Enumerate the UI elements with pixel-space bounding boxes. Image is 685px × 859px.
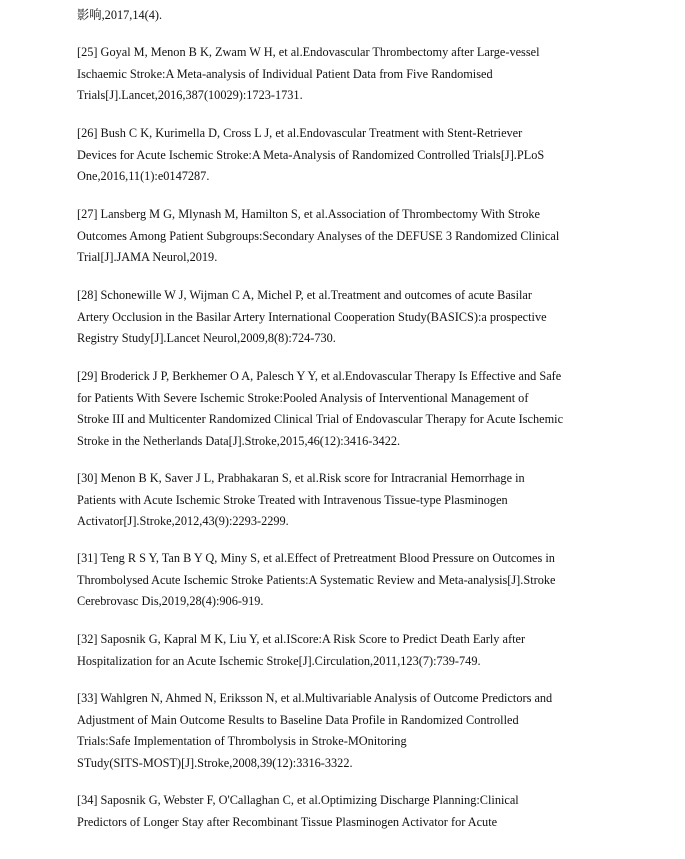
reference-line: for Patients With Severe Ischemic Stroke:Pooled Analysis of Interventional Management of — [77, 390, 529, 405]
reference-line: [27] Lansberg M G, Mlynash M, Hamilton S, et al.Association of Thrombectomy With Stroke — [77, 207, 540, 221]
reference-entry-28 — [77, 285, 547, 350]
reference-line: Patients with Acute Ischemic Stroke Treated with Intravenous Tissue-type Plasminogen — [77, 492, 508, 507]
reference-line: Trials[J].Lancet,2016,387(10029):1723-1731. — [77, 88, 303, 102]
reference-line: Activator[J].Stroke,2012,43(9):2293-2299. — [77, 514, 289, 528]
reference-entry-29 — [77, 366, 563, 452]
reference-line: [26] Bush C K, Kurimella D, Cross L J, et al.Endovascular Treatment with Stent-Retriever — [77, 126, 523, 140]
reference-line: Adjustment of Main Outcome Results to Baseline Data Profile in Randomized Controlled — [77, 712, 519, 727]
reference-line: Thrombolysed Acute Ischemic Stroke Patients:A Systematic Review and Meta-analysis[J].Stroke — [77, 572, 556, 587]
reference-entry-27 — [77, 204, 559, 269]
reference-line: Cerebrovasc Dis,2019,28(4):906-919. — [77, 594, 264, 608]
reference-line: Trial[J].JAMA Neurol,2019. — [77, 250, 218, 264]
reference-line: [31] Teng R S Y, Tan B Y Q, Miny S, et al.Effect of Pretreatment Blood Pressure on Outcomes in — [77, 551, 555, 565]
reference-entry-31 — [77, 548, 555, 613]
reference-entry-25 — [77, 42, 540, 107]
reference-line: Hospitalization for an Acute Ischemic Stroke[J].Circulation,2011,123(7):739-749. — [77, 653, 481, 668]
reference-line: One,2016,11(1):e0147287. — [77, 169, 210, 183]
reference-entry-33 — [77, 688, 552, 774]
reference-continuation-fragment — [77, 5, 162, 27]
reference-line: Devices for Acute Ischemic Stroke:A Meta-Analysis of Randomized Controlled Trials[J].PLoS — [77, 147, 545, 162]
reference-line: [32] Saposnik G, Kapral M K, Liu Y, et al.IScore:A Risk Score to Predict Death Early after — [77, 632, 526, 646]
reference-entry-32 — [77, 629, 525, 672]
reference-line: Trials:Safe Implementation of Thrombolysis in Stroke-MOnitoring — [77, 734, 407, 748]
reference-line: Artery Occlusion in the Basilar Artery International Cooperation Study(BASICS):a prospective — [77, 309, 547, 324]
reference-entry-30 — [77, 468, 525, 533]
reference-line: STudy(SITS-MOST)[J].Stroke,2008,39(12):3316-3322. — [77, 755, 353, 770]
reference-line: [33] Wahlgren N, Ahmed N, Eriksson N, et al.Multivariable Analysis of Outcome Predictors and — [77, 691, 553, 705]
reference-line: Outcomes Among Patient Subgroups:Secondary Analyses of the DEFUSE 3 Randomized Clinical — [77, 228, 560, 243]
reference-line: [29] Broderick J P, Berkhemer O A, Palesch Y Y, et al.Endovascular Therapy Is Effective and Safe — [77, 369, 562, 383]
reference-line: [25] Goyal M, Menon B K, Zwam W H, et al.Endovascular Thrombectomy after Large-vessel — [77, 45, 540, 59]
reference-line: 影响,2017,14(4). — [77, 8, 163, 22]
reference-line: Registry Study[J].Lancet Neurol,2009,8(8):724-730. — [77, 331, 336, 345]
reference-line: Ischaemic Stroke:A Meta-analysis of Individual Patient Data from Five Randomised — [77, 66, 493, 81]
reference-entry-26 — [77, 123, 544, 188]
reference-entry-34 — [77, 790, 519, 833]
reference-line: [28] Schonewille W J, Wijman C A, Michel P, et al.Treatment and outcomes of acute Basilar — [77, 288, 532, 302]
reference-line: Stroke in the Netherlands Data[J].Stroke,2015,46(12):3416-3422. — [77, 433, 401, 448]
reference-line: [34] Saposnik G, Webster F, O'Callaghan C, et al.Optimizing Discharge Planning:Clinical — [77, 793, 519, 807]
reference-line: [30] Menon B K, Saver J L, Prabhakaran S, et al.Risk score for Intracranial Hemorrhage in — [77, 471, 525, 485]
reference-line: Predictors of Longer Stay after Recombinant Tissue Plasminogen Activator for Acute — [77, 814, 498, 829]
reference-line: Stroke III and Multicenter Randomized Clinical Trial of Endovascular Therapy for Acute Ischemic — [77, 412, 564, 426]
